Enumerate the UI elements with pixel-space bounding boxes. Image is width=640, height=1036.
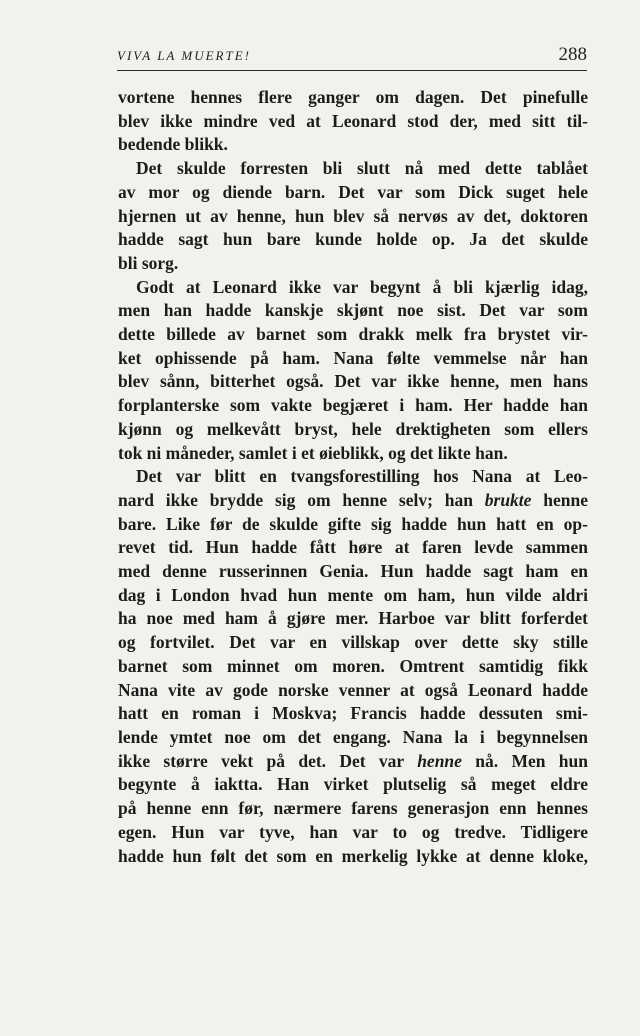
text-line: forplanterske som vakte begjæret i ham. Her hadde han	[118, 395, 588, 416]
text-line: egen. Hun var tyve, han var to og tredve. Tidligere	[118, 821, 588, 842]
text-line: ket ophissende på ham. Nana følte vemmelse når han	[118, 347, 588, 368]
text-fragment: nard ikke brydde sig om henne selv; han	[118, 489, 473, 510]
text-line: ha noe med ham å gjøre mer. Harboe var blitt forferdet	[118, 608, 588, 629]
text-line: hjernen ut av henne, hun blev så nervøs av det, doktoren	[118, 205, 588, 226]
paragraph	[118, 465, 588, 868]
emphasis: brukte	[484, 489, 532, 510]
text-line: Godt at Leonard ikke var begynt å bli kjærlig idag,	[136, 276, 588, 297]
text-line: begynte å iaktta. Han virket plutselig så meget eldre	[118, 774, 588, 795]
text-line: av mor og diende barn. Det var som Dick suget hele	[118, 181, 588, 202]
text-fragment: nå. Men hun	[461, 750, 588, 771]
text-line: Nana vite av gode norske venner at også Leonard hadde	[118, 679, 588, 700]
emphasis: henne	[417, 750, 462, 771]
paragraph	[118, 276, 588, 466]
text-line: hadde sagt hun bare kunde holde op. Ja det skulde	[118, 229, 588, 250]
text-line: og fortvilet. Det var en villskap over dette sky stille	[118, 632, 588, 653]
text-line: Det var blitt en tvangsforestilling hos Nana at Leo-	[136, 466, 588, 487]
text-line: lende ymtet noe om det engang. Nana la i begynnelsen	[118, 726, 588, 747]
text-line: dette billede av barnet som drakk melk fra brystet vir-	[118, 324, 588, 345]
text-line: kjønn og melkevått bryst, hele drektigheten som ellers	[118, 418, 588, 439]
text-line: hadde hun følt det som en merkelig lykke at denne kloke,	[118, 845, 588, 866]
text-line: med denne russerinnen Genia. Hun hadde sagt ham en	[118, 561, 588, 582]
text-fragment: henne	[531, 489, 588, 510]
text-line: blev ikke mindre ved at Leonard stod der, med sitt til-	[118, 110, 588, 131]
page-number: 288	[558, 44, 587, 65]
text-line: hatt en roman i Moskva; Francis hadde dessuten smi-	[118, 703, 588, 724]
text-line: tok ni måneder, samlet i et øieblikk, og det likte han.	[118, 442, 508, 463]
text-line: barnet som minnet om moren. Omtrent samtidig fikk	[118, 655, 588, 676]
running-title: VIVA LA MUERTE!	[117, 48, 251, 63]
text-line: blev sånn, bitterhet også. Det var ikke henne, men hans	[118, 371, 588, 392]
body-text	[118, 86, 588, 868]
text-line: bare. Like før de skulde gifte sig hadde hun hatt en op-	[118, 513, 588, 534]
paragraph	[118, 86, 588, 157]
text-line: bedende blikk.	[118, 134, 228, 155]
text-line: men han hadde kanskje skjønt noe sist. Det var som	[118, 300, 588, 321]
text-line: vortene hennes flere ganger om dagen. Det pinefulle	[118, 87, 588, 107]
text-line: revet tid. Hun hadde fått høre at faren levde sammen	[118, 537, 588, 558]
text-line: bli sorg.	[118, 252, 179, 273]
text-line: på henne enn før, nærmere farens generasjon enn hennes	[118, 798, 588, 819]
text-line: dag i London hvad hun mente om ham, hun vilde aldri	[118, 584, 588, 605]
text-line	[118, 489, 588, 513]
paragraph	[118, 157, 588, 276]
text-fragment: ikke større vekt på det. Det var	[118, 750, 404, 771]
text-line	[118, 750, 588, 774]
text-line: Det skulde forresten bli slutt nå med dette tablået	[136, 158, 588, 179]
running-header	[117, 44, 587, 71]
